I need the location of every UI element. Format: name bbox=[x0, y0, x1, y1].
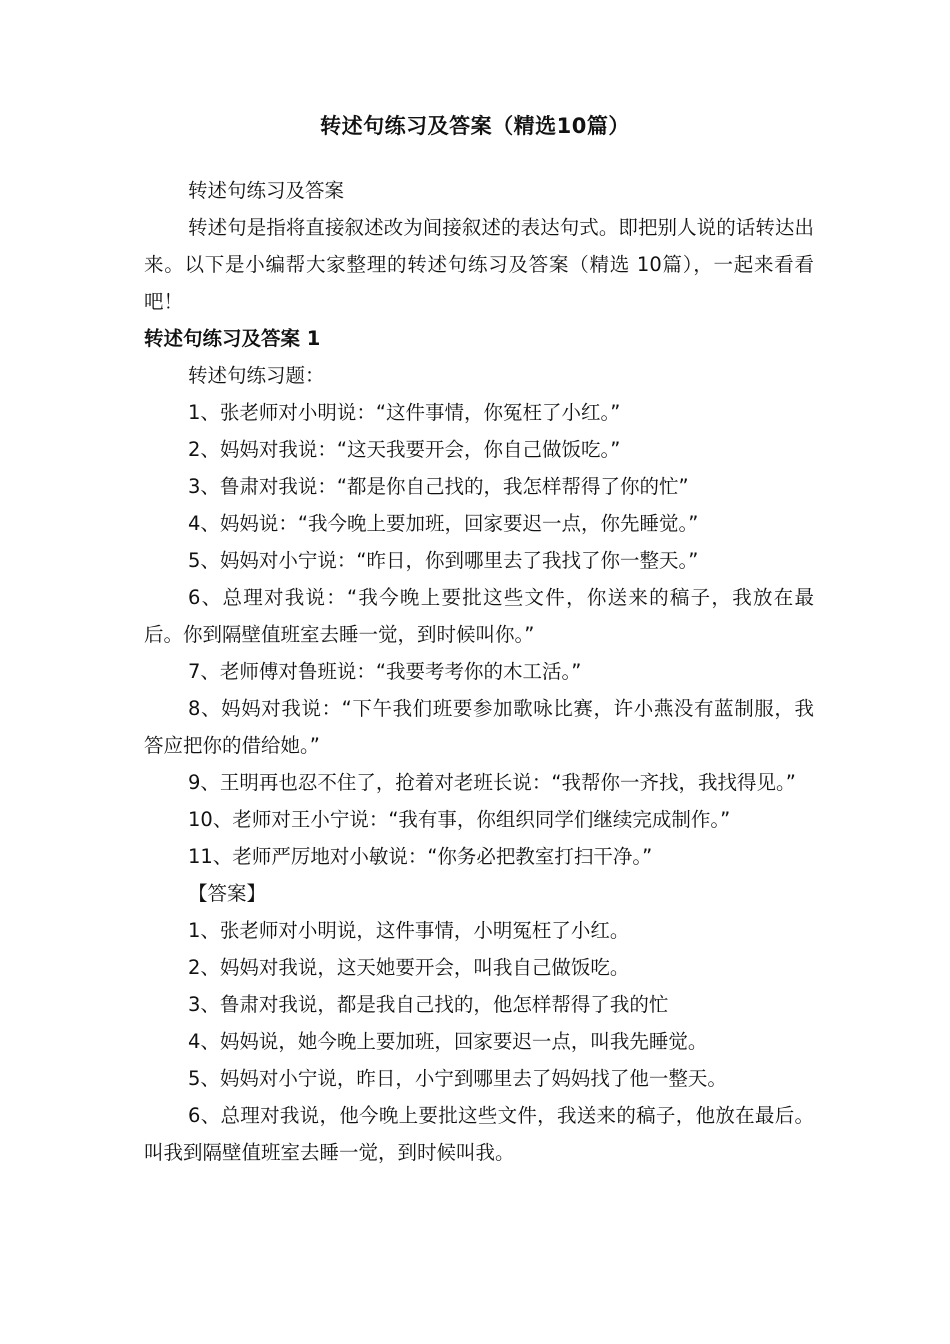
exercise-label: 转述句练习题： bbox=[188, 364, 325, 387]
question-item: 3、鲁肃对我说：“都是你自己找的，我怎样帮得了你的忙” bbox=[188, 475, 689, 498]
question-item: 7、老师傅对鲁班说：“我要考考你的木工活。” bbox=[188, 660, 582, 683]
question-item: 11、老师严厉地对小敏说：“你务必把教室打扫干净。” bbox=[188, 845, 653, 868]
question-item: 6、总理对我说：“我今晚上要批这些文件，你送来的稿子，我放在最后。你到隔壁值班室去睡一觉，到时候叫你。” bbox=[144, 586, 814, 646]
section-heading: 转述句练习及答案 1 bbox=[144, 327, 321, 350]
document-body bbox=[144, 172, 814, 1171]
answer-item: 6、总理对我说，他今晚上要批这些文件，我送来的稿子，他放在最后。叫我到隔壁值班室去睡一觉，到时候叫我。 bbox=[144, 1104, 814, 1164]
question-item: 8、妈妈对我说：“下午我们班要参加歌咏比赛，许小燕没有蓝制服，我答应把你的借给她。” bbox=[144, 697, 814, 757]
question-item: 10、老师对王小宁说：“我有事，你组织同学们继续完成制作。” bbox=[188, 808, 731, 831]
question-item: 9、王明再也忍不住了，抢着对老班长说：“我帮你一齐找，我找得见。” bbox=[188, 771, 796, 794]
answer-label: 【答案】 bbox=[188, 882, 267, 905]
intro-paragraph: 转述句是指将直接叙述改为间接叙述的表达句式。即把别人说的话转达出来。以下是小编帮大家整理的转述句练习及答案（精选 10篇），一起来看看吧！ bbox=[144, 216, 814, 313]
question-item: 2、妈妈对我说：“这天我要开会，你自己做饭吃。” bbox=[188, 438, 621, 461]
answer-item: 4、妈妈说，她今晚上要加班，回家要迟一点，叫我先睡觉。 bbox=[188, 1030, 708, 1053]
answer-item: 3、鲁肃对我说，都是我自己找的，他怎样帮得了我的忙 bbox=[188, 993, 669, 1016]
question-item: 5、妈妈对小宁说：“昨日，你到哪里去了我找了你一整天。” bbox=[188, 549, 699, 572]
question-item: 1、张老师对小明说：“这件事情，你冤枉了小红。” bbox=[188, 401, 621, 424]
answer-item: 5、妈妈对小宁说，昨日，小宁到哪里去了妈妈找了他一整天。 bbox=[188, 1067, 727, 1090]
intro-heading: 转述句练习及答案 bbox=[188, 179, 345, 202]
document-title: 转述句练习及答案（精选10篇） bbox=[320, 114, 630, 138]
question-item: 4、妈妈说：“我今晚上要加班，回家要迟一点，你先睡觉。” bbox=[188, 512, 699, 535]
answer-item: 1、张老师对小明说，这件事情，小明冤枉了小红。 bbox=[188, 919, 630, 942]
answer-item: 2、妈妈对我说，这天她要开会，叫我自己做饭吃。 bbox=[188, 956, 630, 979]
